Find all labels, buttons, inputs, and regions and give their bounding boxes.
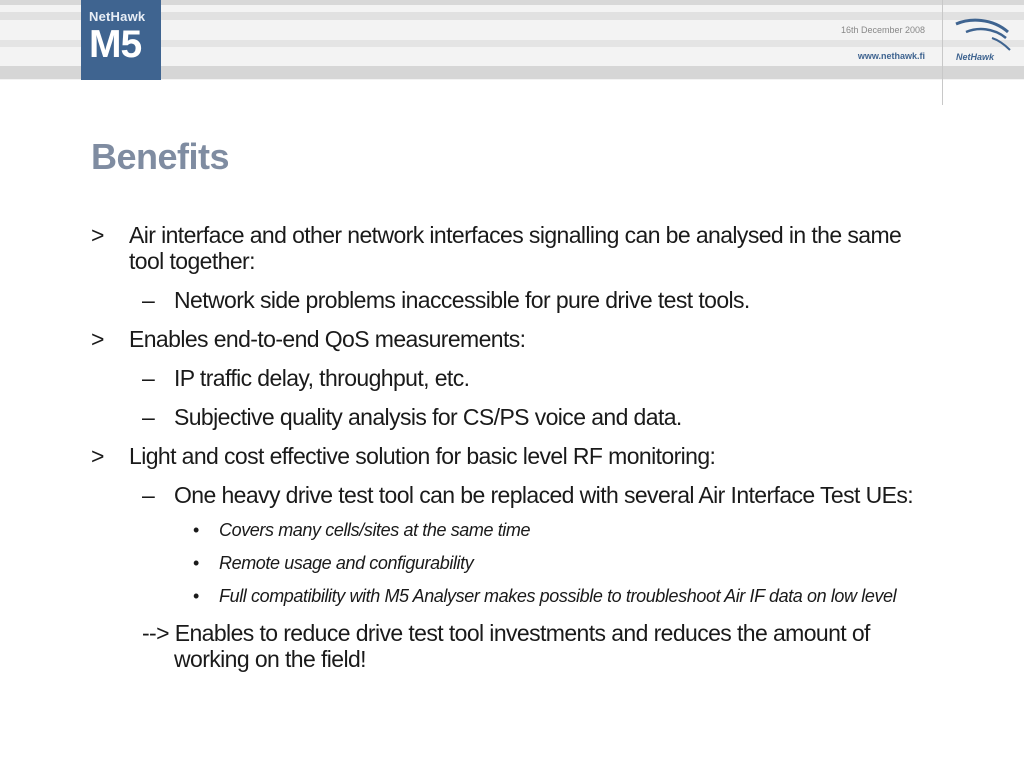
bullet-marker: >	[91, 326, 104, 352]
bullet-marker: •	[193, 586, 199, 606]
bullet-marker: •	[193, 553, 199, 573]
bullet-text: Covers many cells/sites at the same time	[219, 520, 531, 540]
logo-model-text: M5	[89, 23, 142, 66]
list-item	[88, 482, 938, 508]
list-item	[88, 365, 938, 391]
bullet-text: Light and cost effective solution for basic level RF monitoring:	[129, 443, 716, 469]
list-item	[88, 443, 938, 469]
bullet-marker: •	[193, 520, 199, 540]
list-item	[88, 222, 938, 274]
list-item	[88, 587, 938, 606]
list-item	[88, 326, 938, 352]
hawk-wing-icon	[952, 18, 1014, 52]
bullet-list	[88, 222, 938, 672]
bullet-text: Air interface and other network interfaces signalling can be analysed in the same tool together:	[129, 222, 902, 274]
bullet-text: Remote usage and configurability	[219, 553, 474, 573]
list-item	[88, 287, 938, 313]
list-item	[88, 404, 938, 430]
company-logo-text: NetHawk	[956, 52, 995, 62]
slide-date: 16th December 2008	[840, 25, 925, 35]
list-item	[88, 521, 938, 540]
bullet-marker: >	[91, 222, 104, 248]
closing-statement: --> Enables to reduce drive test tool investments and reduces the amount of working on the field!	[142, 620, 870, 672]
m5-product-logo	[81, 0, 161, 80]
bullet-marker: –	[142, 404, 155, 430]
bullet-marker: –	[142, 365, 155, 391]
logo-brand-text: NetHawk	[89, 9, 146, 24]
bullet-text: Full compatibility with M5 Analyser makes possible to troubleshoot Air IF data on low level	[219, 586, 897, 606]
bullet-text: Subjective quality analysis for CS/PS voice and data.	[174, 404, 682, 430]
bullet-marker: –	[142, 287, 155, 313]
bullet-text: Network side problems inaccessible for pure drive test tools.	[174, 287, 750, 313]
bullet-marker: >	[91, 443, 104, 469]
bullet-marker: –	[142, 482, 155, 508]
nethawk-company-logo	[952, 18, 1014, 68]
bullet-text: IP traffic delay, throughput, etc.	[174, 365, 470, 391]
header-divider	[942, 0, 943, 105]
slide-title: Benefits	[91, 136, 230, 177]
company-url: www.nethawk.fi	[857, 51, 925, 61]
bullet-text: One heavy drive test tool can be replaced with several Air Interface Test UEs:	[174, 482, 914, 508]
bullet-text: Enables end-to-end QoS measurements:	[129, 326, 526, 352]
list-item	[88, 554, 938, 573]
